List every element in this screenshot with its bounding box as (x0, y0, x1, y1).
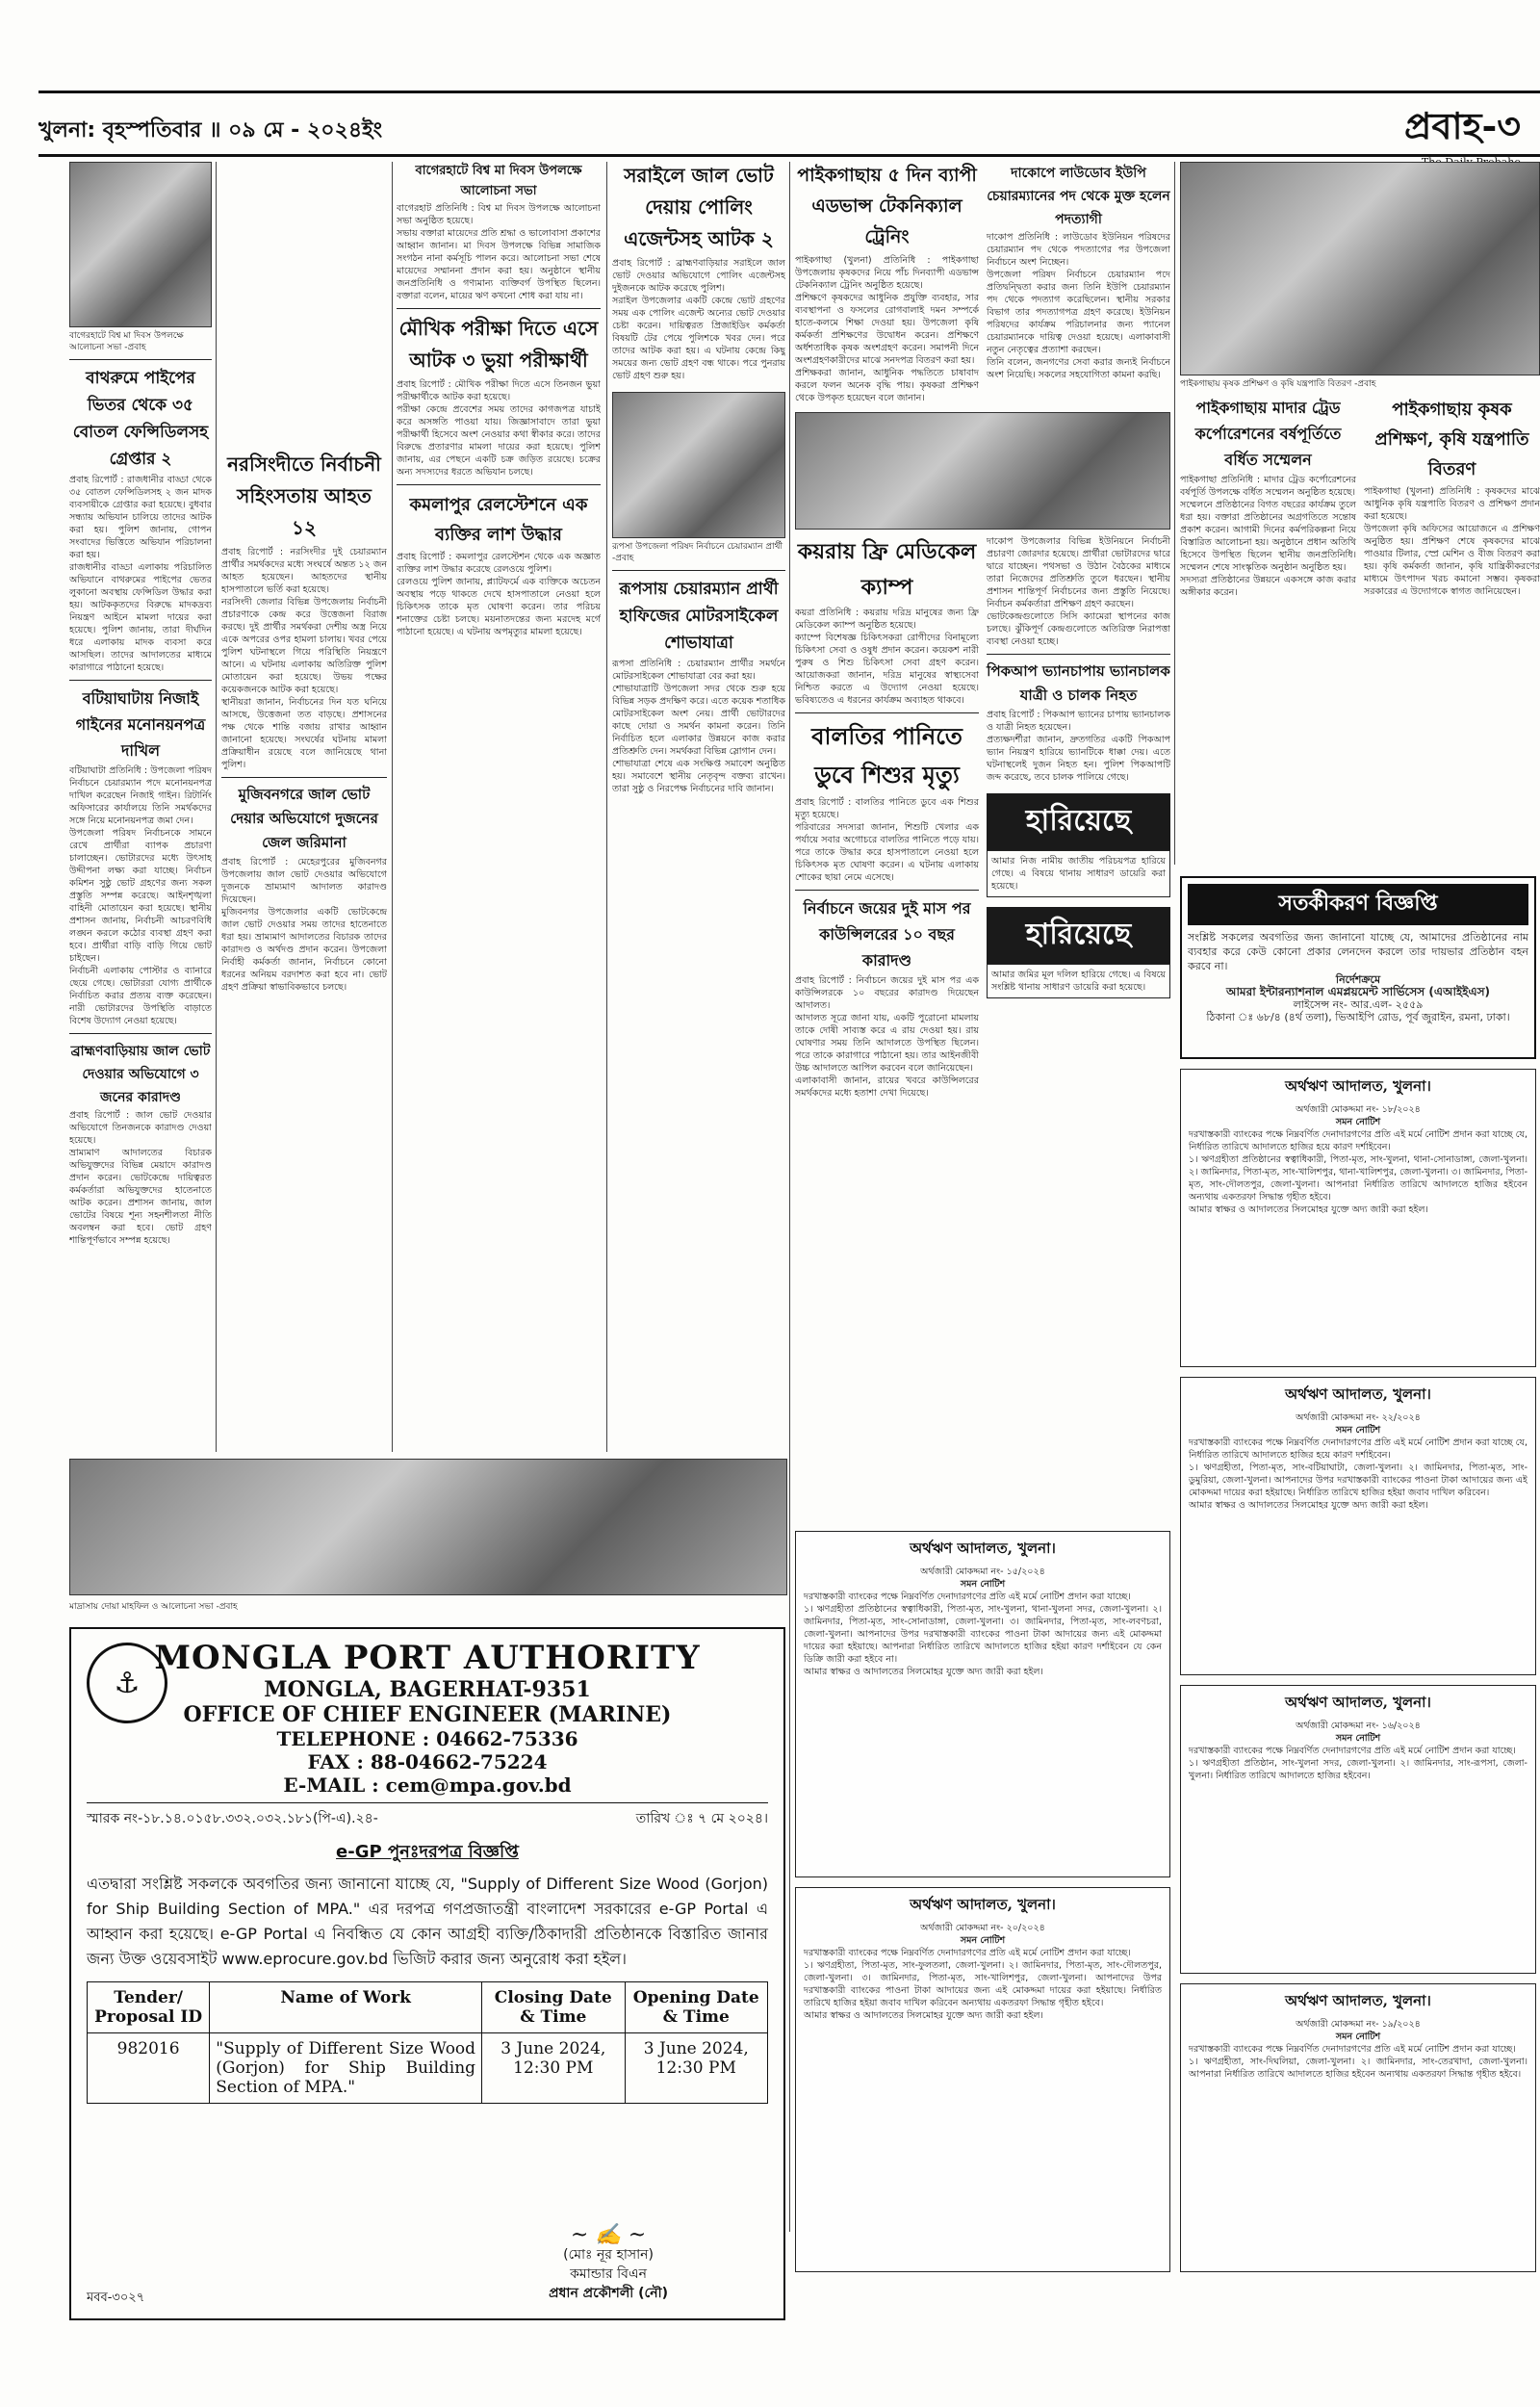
court-notice: অর্থঋণ আদালত, খুলনা। অর্থজারী মোকদ্দমা নং- ২২/২০২৪ সমন নোটিশ দরখাস্তকারী ব্যাংকের পক্ষে নিম্নবর্ণিত দেনাদারগণের প্রতি এই মর্মে নোটিশ প্রদান করা যাচ্ছে যে, নির্ধারিত তারিখে আদালতে হাজির হয়ে কারণ দর্শাইবেন। ১। ঋণগ্রহীতা, পিতা-মৃত, সাং-বটিয়াঘাটা, জেলা-খুলনা। ২। জামিনদার, পিতা-মৃত, সাং-ডুমুরিয়া, জেলা-খুলনা। আপনাদের উপর দরখাস্তকারী ব্যাংকের পাওনা টাকা আদায়ের জন্য এই মোকদ্দমা দায়ের করা হইয়াছে। নির্ধারিত তারিখে হাজির হইয়া জবাব দাখিল করিবেন। আমার স্বাক্ষর ও আদালতের সিলমোহর যুক্তে অদ্য জারী করা হইল। (1180, 1377, 1536, 1675)
headline: নরসিংদীতে নির্বাচনী সহিংসতায় আহত ১২ (227, 453, 381, 539)
mpa-notice-title: e-GP পুনঃদরপত্র বিজ্ঞপ্তি (336, 1842, 519, 1862)
ad-code: মবব-৩০২৭ (87, 2291, 145, 2305)
column-6: পাইকগাছায় কৃষক প্রশিক্ষণ ও কৃষি যন্ত্রপাতি বিতরণ -প্রবাহ পাইকগাছায় মাদার ট্রেড কর্পোরেশনের বর্ষপূর্তিতে বর্ধিত সম্মেলন পাইকগাছা প্রতিনিধি : মাদার ট্রেড কর্পোরেশনের বর্ষপূর্তি উপলক্ষে বর্ধিত সম্মেলন অনুষ্ঠিত হয়েছে। সম্মেলনে প্রতিষ্ঠানের বিগত বছরের কার্যক্রম তুলে ধরা হয়। বক্তারা প্রতিষ্ঠানের অগ্রগতিতে সন্তোষ প্রকাশ করেন। আগামী দিনের কর্মপরিকল্পনা নিয়ে বিস্তারিত আলোচনা হয়। অনুষ্ঠানে প্রধান অতিথি হিসেবে উপস্থিত ছিলেন স্থানীয় জনপ্রতিনিধি। সম্মেলন শেষে সাংস্কৃতিক অনুষ্ঠান অনুষ্ঠিত হয়। সদস্যরা প্রতিষ্ঠানের উন্নয়নে একসঙ্গে কাজ করার অঙ্গীকার করেন। পাইকগাছায় কৃষক প্রশিক্ষণ, কৃষি যন্ত্রপাতি বিতরণ পাইকগাছা (খুলনা) প্রতিনিধি : কৃষকদের মাঝে আধুনিক কৃষি যন্ত্রপাতি বিতরণ ও প্রশিক্ষণ প্রদান করা হয়েছে। উপজেলা কৃষি অফিসের আয়োজনে এ প্রশিক্ষণ অনুষ্ঠিত হয়। প্রশিক্ষণ শেষে কৃষকদের মাঝে পাওয়ার টিলার, স্প্রে মেশিন ও বীজ বিতরণ করা হয়। কৃষি কর্মকর্তা জানান, কৃষি যান্ত্রিকীকরণের মাধ্যমে উৎপাদন খরচ কমানো সম্ভব। কৃষকরা সরকারের এ উদ্যোগকে স্বাগত জানিয়েছেন। (1180, 162, 1540, 865)
date-line: খুলনা: বৃহস্পতিবার ॥ ০৯ মে - ২০২৪ইং (38, 118, 383, 142)
court-notice-label: সমন নোটিশ (1335, 1117, 1381, 1127)
headline: মুজিবনগরে জাল ভোট দেয়ার অভিযোগে দুজনের জেল জরিমানা (230, 786, 378, 851)
court-title: অর্থঋণ আদালত, খুলনা। (910, 1896, 1056, 1913)
headline: বাথরুমে পাইপের ভিতর থেকে ৩৫ বোতল ফেন্সিডিলসহ গ্রেপ্তার ২ (72, 369, 209, 469)
photo-caption: পাইকগাছায় কৃষক প্রশিক্ষণ ও কৃষি যন্ত্রপাতি বিতরণ -প্রবাহ (1180, 379, 1376, 389)
article-body: প্রবাহ রিপোর্ট : নির্বাচনে জয়ের দুই মাস পর এক কাউন্সিলরকে ১০ বছরের কারাদণ্ড দিয়েছেন আদালত। (795, 975, 979, 1011)
court-body: দরখাস্তকারী ব্যাংকের পক্ষে নিম্নবর্ণিত দেনাদারগণের প্রতি এই মর্মে নোটিশ প্রদান করা যাচ্ছে যে, নির্ধারিত তারিখে আদালতে হাজির হয়ে কারণ দর্শাইবেন। (1189, 1437, 1527, 1461)
court-notice: অর্থঋণ আদালত, খুলনা। অর্থজারী মোকদ্দমা নং- ১৬/২০২৪ সমন নোটিশ দরখাস্তকারী ব্যাংকের পক্ষে নিম্নবর্ণিত দেনাদারগণের প্রতি এই মর্মে নোটিশ প্রদান করা যাচ্ছে। ১। ঋণগ্রহীতা প্রতিষ্ঠান, সাং-খুলনা সদর, জেলা-খুলনা। ২। জামিনদার, সাং-রূপসা, জেলা-খুলনা। নির্ধারিত তারিখে আদালতে হাজির হইবেন। (1180, 1685, 1536, 1974)
article-body: কয়রা প্রতিনিধি : কয়রায় দরিদ্র মানুষের জন্য ফ্রি মেডিকেল ক্যাম্প অনুষ্ঠিত হয়েছে। (795, 608, 979, 631)
photo-meeting (69, 162, 212, 327)
headline: পাইকগাছায় ৫ দিন ব্যাপী এডভান্স টেকনিক্যাল ট্রেনিং (797, 165, 977, 247)
court-title: অর্থঋণ আদালত, খুলনা। (1285, 1694, 1431, 1711)
photo-caption: মাদ্রাসায় দোয়া মাহফিল ও আলোচনা সভা -প্রবাহ (69, 1602, 238, 1612)
headline: বাগেরহাটে বিশ্ব মা দিবস উপলক্ষে আলোচনা সভা (415, 164, 582, 198)
court-body: দরখাস্তকারী ব্যাংকের পক্ষে নিম্নবর্ণিত দেনাদারগণের প্রতি এই মর্মে নোটিশ প্রদান করা যাচ্ছে। (1189, 2044, 1516, 2055)
article-body: প্রবাহ রিপোর্ট : মৌখিক পরীক্ষা দিতে এসে তিনজন ভুয়া পরীক্ষার্থীকে আটক করা হয়েছে। (397, 379, 601, 402)
mpa-email: E-MAIL : cem@mpa.gov.bd (283, 1773, 572, 1797)
photo-gathering (69, 1459, 787, 1595)
court-case: অর্থজারী মোকদ্দমা নং- ১৫/২০২৪ (920, 1566, 1045, 1577)
column-2: নরসিংদীতে নির্বাচনী সহিংসতায় আহত ১২ প্রবাহ রিপোর্ট : নরসিংদীর দুই চেয়ারম্যান প্রার্থীর সমর্থকদের মধ্যে সংঘর্ষে অন্তত ১২ জন আহত হয়েছেন। আহতদের স্থানীয় হাসপাতালে ভর্তি করা হয়েছে। নরসিংদী জেলার বিভিন্ন উপজেলায় নির্বাচনী প্রচারণাকে কেন্দ্র করে উত্তেজনা বিরাজ করছে। দুই প্রার্থীর সমর্থকরা দেশীয় অস্ত্র নিয়ে একে অপরের ওপর হামলা চালায়। খবর পেয়ে পুলিশ ঘটনাস্থলে গিয়ে পরিস্থিতি নিয়ন্ত্রণে আনে। এ ঘটনায় এলাকায় অতিরিক্ত পুলিশ মোতায়েন করা হয়েছে। উভয় পক্ষের কয়েকজনকে আটক করা হয়েছে। স্থানীয়রা জানান, নির্বাচনের দিন যত ঘনিয়ে আসছে, উত্তেজনা তত বাড়ছে। প্রশাসনের পক্ষ থেকে শান্তি বজায় রাখার আহ্বান জানানো হয়েছে। সংঘর্ষের ঘটনায় মামলা প্রক্রিয়াধীন রয়েছে বলে জানিয়েছে থানা পুলিশ। মুজিবনগরে জাল ভোট দেয়ার অভিযোগে দুজনের জেল জরিমানা প্রবাহ রিপোর্ট : মেহেরপুরের মুজিবনগর উপজেলায় জাল ভোট দেওয়ার অভিযোগে দুজনকে ভ্রাম্যমাণ আদালত কারাদণ্ড দিয়েছেন। মুজিবনগর উপজেলার একটি ভোটকেন্দ্রে জাল ভোট দেওয়ার সময় তাদের হাতেনাতে ধরা হয়। ভ্রাম্যমাণ আদালতের বিচারক তাদের কারাদণ্ড ও অর্থদণ্ড প্রদান করেন। উপজেলা নির্বাহী কর্মকর্তা জানান, নির্বাচনে কোনো ধরনের অনিয়ম বরদাশত করা হবে না। ভোট গ্রহণ প্রক্রিয়া স্বাভাবিকভাবে চলছে। (221, 453, 387, 993)
headline: ব্রাহ্মণবাড়িয়ায় জাল ভোট দেওয়ার অভিযোগে ৩ জনের কারাদণ্ড (70, 1044, 211, 1105)
lost-notice-title: হারিয়েছে (987, 907, 1170, 964)
headline: বালতির পানিতে ডুবে শিশুর মৃত্যু (811, 722, 962, 789)
mpa-tender-ad (69, 1627, 785, 2320)
court-case: অর্থজারী মোকদ্দমা নং- ১৯/২০২৪ (1296, 2019, 1421, 2030)
warning-signature: নির্দেশক্রমে (1335, 973, 1381, 986)
headline: দাকোপে লাউডোব ইউপি চেয়ারম্যানের পদ থেকে মুক্ত হলেন পদত্যাগী (987, 166, 1170, 227)
court-notice: অর্থঋণ আদালত, খুলনা। অর্থজারী মোকদ্দমা নং- ১৫/২০২৪ সমন নোটিশ দরখাস্তকারী ব্যাংকের পক্ষে নিম্নবর্ণিত দেনাদারগণের প্রতি এই মর্মে নোটিশ প্রদান করা যাচ্ছে। ১। ঋণগ্রহীতা প্রতিষ্ঠানের স্বত্বাধিকারী, পিতা-মৃত, সাং-খুলনা, থানা-খুলনা সদর, জেলা-খুলনা। ২। জামিনদার, পিতা-মৃত, সাং-সোনাডাঙ্গা, জেলা-খুলনা। ৩। জামিনদার, পিতা-মৃত, সাং-লবণচরা, জেলা-খুলনা। আপনাদের উপর দরখাস্তকারী ব্যাংকের পাওনা টাকা আদায়ের জন্য এই মোকদ্দমা দায়ের করা হইয়াছে। আপনারা নির্ধারিত তারিখে আদালতে হাজির হইয়া কারণ দর্শাইবেন যে কেন ডিক্রি জারী করা হইবে না। আমার স্বাক্ষর ও আদালতের সিলমোহর যুক্তে অদ্য জারী করা হইল। (795, 1531, 1170, 1877)
headline: রূপসায় চেয়ারম্যান প্রার্থী হাফিজের মোটরসাইকেল শোভাযাত্রা (619, 580, 779, 653)
court-notice: অর্থঋণ আদালত, খুলনা। অর্থজারী মোকদ্দমা নং- ২০/২০২৪ সমন নোটিশ দরখাস্তকারী ব্যাংকের পক্ষে নিম্নবর্ণিত দেনাদারগণের প্রতি এই মর্মে নোটিশ প্রদান করা যাচ্ছে। ১। ঋণগ্রহীতা, পিতা-মৃত, সাং-ফুলতলা, জেলা-খুলনা। ২। জামিনদার, পিতা-মৃত, সাং-দৌলতপুর, জেলা-খুলনা। ৩। জামিনদার, পিতা-মৃত, সাং-খালিশপুর, জেলা-খুলনা। আপনাদের উপর দরখাস্তকারী ব্যাংকের পাওনা টাকা আদায়ের জন্য এই মোকদ্দমা দায়ের করা হইয়াছে। নির্ধারিত তারিখে হাজির হইয়া জবাব দাখিল করিবেন অন্যথায় একতরফা সিদ্ধান্ত গৃহীত হইবে। আমার স্বাক্ষর ও আদালতের সিলমোহর যুক্তে অদ্য জারী করা হইল। (795, 1887, 1170, 2272)
article-body: পাইকগাছা (খুলনা) প্রতিনিধি : পাইকগাছা উপজেলায় কৃষকদের নিয়ে পাঁচ দিনব্যাপী এডভান্স টেকনিক্যাল ট্রেনিং অনুষ্ঠিত হয়েছে। (795, 255, 979, 291)
lost-notice-title: হারিয়েছে (987, 793, 1170, 850)
article-body: প্রবাহ রিপোর্ট : কমলাপুর রেলস্টেশন থেকে এক অজ্ঞাত ব্যক্তির লাশ উদ্ধার করেছে রেলওয়ে পুলিশ। (397, 552, 601, 575)
court-case: অর্থজারী মোকদ্দমা নং- ২২/২০২৪ (1296, 1412, 1421, 1423)
table-header: Tender/ Proposal ID (88, 1982, 210, 2033)
headline: কয়রায় ফ্রি মেডিকেল ক্যাম্প (797, 539, 977, 600)
mpa-telephone: TELEPHONE : 04662-75336 (276, 1727, 578, 1750)
court-title: অর্থঋণ আদালত, খুলনা। (1285, 1077, 1431, 1095)
photo-rally (612, 392, 785, 538)
masthead (38, 92, 1540, 150)
mpa-office: OFFICE OF CHIEF ENGINEER (MARINE) (183, 1702, 672, 1727)
mpa-city: MONGLA, BAGERHAT-9351 (264, 1677, 591, 1702)
court-notice-label: সমন নোটিশ (1335, 2032, 1381, 2042)
photo-caption: বাগেরহাটে বিশ্ব মা দিবস উপলক্ষে আলোচনা সভা -প্রবাহ (69, 331, 184, 352)
court-case: অর্থজারী মোকদ্দমা নং- ১৬/২০২৪ (1296, 1721, 1421, 1731)
court-body: দরখাস্তকারী ব্যাংকের পক্ষে নিম্নবর্ণিত দেনাদারগণের প্রতি এই মর্মে নোটিশ প্রদান করা যাচ্ছে যে, নির্ধারিত তারিখে আদালতে হাজির হয়ে কারণ দর্শাইবেন। (1189, 1129, 1527, 1152)
work-name: "Supply of Different Size Wood (Gorjon) for Ship Building Section of MPA." (210, 2033, 482, 2104)
warning-org: আমরা ইন্টারন্যাশনাল এমপ্লয়মেন্ট সার্ভিসেস (এআইইএস) (1225, 985, 1491, 998)
warning-title: সতর্কীকরণ বিজ্ঞপ্তি (1188, 884, 1528, 925)
column-3: বাগেরহাটে বিশ্ব মা দিবস উপলক্ষে আলোচনা সভা বাগেরহাট প্রতিনিধি : বিশ্ব মা দিবস উপলক্ষে আলোচনা সভা অনুষ্ঠিত হয়েছে। সভায় বক্তারা মায়েদের প্রতি শ্রদ্ধা ও ভালোবাসা প্রকাশের আহ্বান জানান। মা দিবস উপলক্ষে বিভিন্ন সামাজিক সংগঠন নানা কর্মসূচি পালন করে। আলোচনা সভা শেষে মায়েদের সম্মাননা প্রদান করা হয়। অনুষ্ঠানে স্থানীয় জনপ্রতিনিধি ও গণ্যমান্য ব্যক্তিবর্গ উপস্থিত ছিলেন। বক্তারা বলেন, মায়ের ঋণ কখনো শোধ করা যায় না। মৌখিক পরীক্ষা দিতে এসে আটক ৩ ভুয়া পরীক্ষার্থী প্রবাহ রিপোর্ট : মৌখিক পরীক্ষা দিতে এসে তিনজন ভুয়া পরীক্ষার্থীকে আটক করা হয়েছে। পরীক্ষা কেন্দ্রে প্রবেশের সময় তাদের কাগজপত্র যাচাই করে অসঙ্গতি পাওয়া যায়। জিজ্ঞাসাবাদে তারা ভুয়া পরীক্ষার্থী হিসেবে অংশ নেওয়ার কথা স্বীকার করে। তাদের বিরুদ্ধে প্রতারণার মামলা দায়ের করা হয়েছে। পুলিশ জানায়, এর পেছনে একটি চক্র জড়িত রয়েছে। চক্রের অন্য সদস্যদের ধরতে অভিযান চলছে। কমলাপুর রেলস্টেশনে এক ব্যক্তির লাশ উদ্ধার প্রবাহ রিপোর্ট : কমলাপুর রেলস্টেশন থেকে এক অজ্ঞাত ব্যক্তির লাশ উদ্ধার করেছে রেলওয়ে পুলিশ। রেলওয়ে পুলিশ জানায়, প্ল্যাটফর্মে এক ব্যক্তিকে অচেতন অবস্থায় পড়ে থাকতে দেখে হাসপাতালে নেওয়া হলে চিকিৎসক তাকে মৃত ঘোষণা করেন। তার পরিচয় শনাক্তের চেষ্টা চলছে। ময়নাতদন্তের জন্য মরদেহ মর্গে পাঠানো হয়েছে। এ ঘটনায় অপমৃত্যুর মামলা হয়েছে। (397, 164, 601, 637)
signer-title: কমান্ডার বিএন (570, 2266, 647, 2282)
headline: পাইকগাছায় কৃষক প্রশিক্ষণ, কৃষি যন্ত্রপাতি বিতরণ (1374, 400, 1529, 479)
court-notice-label: সমন নোটিশ (960, 1935, 1006, 1946)
court-case: অর্থজারী মোকদ্দমা নং- ২০/২০২৪ (920, 1923, 1045, 1933)
article-body: প্রবাহ রিপোর্ট : বালতির পানিতে ডুবে এক শিশুর মৃত্যু হয়েছে। (795, 797, 979, 820)
mpa-memo: স্মারক নং-১৮.১৪.০১৫৮.৩৩২.০৩২.১৮১(পি-এ).২৪- (87, 1811, 378, 1826)
opening-date: 3 June 2024, 12:30 PM (625, 2033, 767, 2104)
table-row (88, 2033, 768, 2104)
lost-notice-body: আমার নিজ নামীয় জাতীয় পরিচয়পত্র হারিয়ে গেছে। এ বিষয়ে থানায় সাধারণ ডায়েরি করা হয়েছে। (987, 850, 1170, 897)
warning-notice (1180, 876, 1536, 1059)
article-body: পাইকগাছা প্রতিনিধি : মাদার ট্রেড কর্পোরেশনের বর্ষপূর্তি উপলক্ষে বর্ধিত সম্মেলন অনুষ্ঠিত হয়েছে। (1180, 475, 1356, 498)
warning-address: ঠিকানা ঃ ৬৮/৪ (৪র্থ তলা), ভিআইপি রোড, পূর্ব জুরাইন, রমনা, ঢাকা। (1206, 1011, 1510, 1023)
photo-caption: রূপসা উপজেলা পরিষদ নির্বাচনে চেয়ারম্যান প্রার্থী -প্রবাহ (612, 542, 783, 563)
headline: পাইকগাছায় মাদার ট্রেড কর্পোরেশনের বর্ষপূর্তিতে বর্ধিত সম্মেলন (1194, 399, 1342, 469)
signature-scribble: ~ ✍ ~ (570, 2223, 647, 2247)
article-body: প্রবাহ রিপোর্ট : মেহেরপুরের মুজিবনগর উপজেলায় জাল ভোট দেওয়ার অভিযোগে দুজনকে ভ্রাম্যমাণ আদালত কারাদণ্ড দিয়েছেন। (221, 857, 387, 905)
photo-doctors (795, 412, 1170, 530)
court-title: অর্থঋণ আদালত, খুলনা। (1285, 1992, 1431, 2009)
headline: নির্বাচনে জয়ের দুই মাস পর কাউন্সিলরের ১০ বছর কারাদণ্ড (803, 899, 971, 970)
mpa-tender-table (87, 1981, 768, 2104)
closing-date: 3 June 2024, 12:30 PM (482, 2033, 625, 2104)
headline: বটিয়াঘাটায় নিজাই গাইনের মনোনয়নপত্র দাখিল (75, 689, 206, 760)
court-case: অর্থজারী মোকদ্দমা নং- ১৮/২০২৪ (1296, 1104, 1421, 1115)
warning-license: লাইসেন্স নং- আর.এল- ২৫৫৯ (1293, 998, 1424, 1011)
column-1: বাগেরহাটে বিশ্ব মা দিবস উপলক্ষে আলোচনা সভা -প্রবাহ বাথরুমে পাইপের ভিতর থেকে ৩৫ বোতল ফেন্সিডিলসহ গ্রেপ্তার ২ প্রবাহ রিপোর্ট : রাজধানীর বাড্ডা থেকে ৩৫ বোতল ফেন্সিডিলসহ ২ জন মাদক ব্যবসায়ীকে গ্রেপ্তার করা হয়েছে। বুধবার সন্ধ্যায় অভিযান চালিয়ে তাদের আটক করা হয়। পুলিশ জানায়, গোপন সংবাদের ভিত্তিতে অভিযান পরিচালনা করা হয়। রাজধানীর বাড্ডা এলাকায় পরিচালিত অভিযানে বাথরুমের পাইপের ভেতর লুকানো অবস্থায় ফেন্সিডিল উদ্ধার করা হয়। আটককৃতদের বিরুদ্ধে মাদকদ্রব্য নিয়ন্ত্রণ আইনে মামলা দায়ের করা হয়েছে। পুলিশ জানায়, তারা দীর্ঘদিন ধরে এলাকায় মাদক ব্যবসা করে আসছিল। তাদের আদালতের মাধ্যমে কারাগারে পাঠানো হয়েছে। বটিয়াঘাটায় নিজাই গাইনের মনোনয়নপত্র দাখিল বটিয়াঘাটা প্রতিনিধি : উপজেলা পরিষদ নির্বাচনে চেয়ারম্যান পদে মনোনয়নপত্র দাখিল করেছেন নিজাই গাইন। রিটার্নিং অফিসারের কার্যালয়ে তিনি সমর্থকদের সঙ্গে নিয়ে মনোনয়নপত্র জমা দেন। উপজেলা পরিষদ নির্বাচনকে সামনে রেখে প্রার্থীরা ব্যাপক প্রচারণা চালাচ্ছেন। ভোটারদের মধ্যে উৎসাহ উদ্দীপনা লক্ষ্য করা যাচ্ছে। নির্বাচন কমিশন সুষ্ঠু ভোট গ্রহণের জন্য সকল প্রস্তুতি সম্পন্ন করেছে। আইনশৃঙ্খলা বাহিনী মোতায়েন করা হয়েছে। স্থানীয় প্রশাসন জানায়, নির্বাচনী আচরণবিধি লঙ্ঘন করলে কঠোর ব্যবস্থা গ্রহণ করা হবে। প্রার্থীরা বাড়ি বাড়ি গিয়ে ভোট চাইছেন। নির্বাচনী এলাকায় পোস্টার ও ব্যানারে ছেয়ে গেছে। ভোটাররা যোগ্য প্রার্থীকে নির্বাচিত করার প্রত্যয় ব্যক্ত করেছেন। নারী ভোটারদের উপস্থিতি বাড়াতে বিশেষ উদ্যোগ নেওয়া হয়েছে। ব্রাহ্মণবাড়িয়ায় জাল ভোট দেওয়ার অভিযোগে ৩ জনের কারাদণ্ড প্রবাহ রিপোর্ট : জাল ভোট দেওয়ার অভিযোগে তিনজনকে কারাদণ্ড দেওয়া হয়েছে। ভ্রাম্যমাণ আদালতের বিচারক অভিযুক্তদের বিভিন্ন মেয়াদে কারাদণ্ড প্রদান করেন। ভোটকেন্দ্রে দায়িত্বরত কর্মকর্তারা অভিযুক্তদের হাতেনাতে আটক করেন। প্রশাসন জানায়, জাল ভোটের বিষয়ে শূন্য সহনশীলতা নীতি অবলম্বন করা হবে। ভোট গ্রহণ শান্তিপূর্ণভাবে সম্পন্ন হয়েছে। (69, 162, 212, 1452)
article-body: দাকোপ প্রতিনিধি : লাউডোব ইউনিয়ন পরিষদের চেয়ারম্যান পদ থেকে পদত্যাগের পর উপজেলা নির্বাচনে অংশ নিচ্ছেন। (987, 232, 1170, 268)
mpa-fax: FAX : 88-04662-75224 (307, 1750, 548, 1773)
mpa-name: MONGLA PORT AUTHORITY (154, 1639, 701, 1677)
article-body: প্রবাহ রিপোর্ট : পিকআপ ভ্যানের চাপায় ভ্যানচালক ও যাত্রী নিহত হয়েছেন। (987, 710, 1170, 733)
article-body: বটিয়াঘাটা প্রতিনিধি : উপজেলা পরিষদ নির্বাচনে চেয়ারম্যান পদে মনোনয়নপত্র দাখিল করেছেন নিজাই গাইন। রিটার্নিং অফিসারের কার্যালয়ে তিনি সমর্থকদের সঙ্গে নিয়ে মনোনয়নপত্র জমা দেন। (69, 765, 212, 826)
table-header: Closing Date & Time (482, 1982, 625, 2033)
court-title: অর্থঋণ আদালত, খুলনা। (910, 1540, 1056, 1557)
court-body: দরখাস্তকারী ব্যাংকের পক্ষে নিম্নবর্ণিত দেনাদারগণের প্রতি এই মর্মে নোটিশ প্রদান করা যাচ্ছে। (1189, 1746, 1516, 1756)
article-body: প্রবাহ রিপোর্ট : ব্রাহ্মণবাড়িয়ার সরাইলে জাল ভোট দেওয়ার অভিযোগে পোলিং এজেন্টসহ দুইজনকে আটক করেছে পুলিশ। (612, 258, 785, 294)
article-body: পাইকগাছা (খুলনা) প্রতিনিধি : কৃষকদের মাঝে আধুনিক কৃষি যন্ত্রপাতি বিতরণ ও প্রশিক্ষণ প্রদান করা হয়েছে। (1364, 486, 1540, 522)
signer-name: (মোঃ নূর হাসান) (563, 2247, 654, 2263)
court-body: দরখাস্তকারী ব্যাংকের পক্ষে নিম্নবর্ণিত দেনাদারগণের প্রতি এই মর্মে নোটিশ প্রদান করা যাচ্ছে। (804, 1592, 1131, 1602)
lost-notice-body: আমার জমির মূল দলিল হারিয়ে গেছে। এ বিষয়ে সংশ্লিষ্ট থানায় সাধারণ ডায়েরি করা হয়েছে। (987, 964, 1170, 998)
headline: কমলাপুর রেলস্টেশনে এক ব্যক্তির লাশ উদ্ধার (409, 495, 588, 545)
article-body: প্রবাহ রিপোর্ট : নরসিংদীর দুই চেয়ারম্যান প্রার্থীর সমর্থকদের মধ্যে সংঘর্ষে অন্তত ১২ জন আহত হয়েছেন। আহতদের স্থানীয় হাসপাতালে ভর্তি করা হয়েছে। (221, 547, 387, 595)
headline: মৌখিক পরীক্ষা দিতে এসে আটক ৩ ভুয়া পরীক্ষার্থী (398, 317, 599, 372)
mpa-notice-body: এতদ্বারা সংশ্লিষ্ট সকলকে অবগতির জন্য জানানো যাচ্ছে যে, "Supply of Different Size Wood (Gorjon) for Ship Building Section of MPA." এর দরপত্র গণপ্রজাতন্ত্রী বাংলাদেশ সরকারের e-GP Portal এ আহ্বান করা হয়েছে। e-GP Portal এ নিবন্ধিত যে কোন আগ্রহী ব্যক্তি/ঠিকাদারী প্রতিষ্ঠানকে বিস্তারিত জানার জন্য উক্ত ওয়েবসাইট www.eprocure.gov.bd ভিজিট করার জন্য অনুরোধ করা হইল। (87, 1875, 768, 1968)
signer-dept: প্রধান প্রকৌশলী (নৌ) (549, 2286, 668, 2301)
tender-id: 982016 (88, 2033, 210, 2104)
article-body: রূপসা প্রতিনিধি : চেয়ারম্যান প্রার্থীর সমর্থনে মোটরসাইকেল শোভাযাত্রা বের করা হয়। (612, 659, 785, 682)
court-title: অর্থঋণ আদালত, খুলনা। (1285, 1385, 1431, 1403)
warning-body: সংশ্লিষ্ট সকলের অবগতির জন্য জানানো যাচ্ছে যে, আমাদের প্রতিষ্ঠানের নাম ব্যবহার করে কেউ কোনো প্রকার লেনদেন করলে তার দায়ভার প্রতিষ্ঠান বহন করবে না। (1188, 931, 1528, 972)
article-body: প্রবাহ রিপোর্ট : জাল ভোট দেওয়ার অভিযোগে তিনজনকে কারাদণ্ড দেওয়া হয়েছে। (69, 1110, 212, 1146)
court-notice: অর্থঋণ আদালত, খুলনা। অর্থজারী মোকদ্দমা নং- ১৯/২০২৪ সমন নোটিশ দরখাস্তকারী ব্যাংকের পক্ষে নিম্নবর্ণিত দেনাদারগণের প্রতি এই মর্মে নোটিশ প্রদান করা যাচ্ছে। ১। ঋণগ্রহীতা, সাং-দিঘলিয়া, জেলা-খুলনা। ২। জামিনদার, সাং-তেরখাদা, জেলা-খুলনা। আপনারা নির্ধারিত তারিখে আদালতে হাজির হইবেন অন্যথায় একতরফা সিদ্ধান্ত গৃহীত হইবে। (1180, 1983, 1536, 2272)
court-notice-label: সমন নোটিশ (960, 1579, 1006, 1590)
column-4: সরাইলে জাল ভোট দেয়ায় পোলিং এজেন্টসহ আটক ২ প্রবাহ রিপোর্ট : ব্রাহ্মণবাড়িয়ার সরাইলে জাল ভোট দেওয়ার অভিযোগে পোলিং এজেন্টসহ দুইজনকে আটক করেছে পুলিশ। সরাইল উপজেলার একটি কেন্দ্রে ভোট গ্রহণের সময় এক পোলিং এজেন্ট অন্যের ভোট দেওয়ার চেষ্টা করেন। দায়িত্বরত প্রিজাইডিং কর্মকর্তা বিষয়টি টের পেয়ে পুলিশকে খবর দেন। পরে তাদের আটক করা হয়। এ ঘটনায় কেন্দ্রে কিছু সময়ের জন্য ভোট গ্রহণ বন্ধ থাকে। পরে পুনরায় ভোট গ্রহণ শুরু হয়। রূপসা উপজেলা পরিষদ নির্বাচনে চেয়ারম্যান প্রার্থী -প্রবাহ রূপসায় চেয়ারম্যান প্রার্থী হাফিজের মোটরসাইকেল শোভাযাত্রা রূপসা প্রতিনিধি : চেয়ারম্যান প্রার্থীর সমর্থনে মোটরসাইকেল শোভাযাত্রা বের করা হয়। শোভাযাত্রাটি উপজেলা সদর থেকে শুরু হয়ে বিভিন্ন সড়ক প্রদক্ষিণ করে। এতে কয়েক শতাধিক মোটরসাইকেল অংশ নেয়। প্রার্থী ভোটারদের কাছে দোয়া ও সমর্থন কামনা করেন। তিনি নির্বাচিত হলে এলাকার উন্নয়নে কাজ করার প্রতিশ্রুতি দেন। সমর্থকরা বিভিন্ন স্লোগান দেন। শোভাযাত্রা শেষে এক সংক্ষিপ্ত সমাবেশ অনুষ্ঠিত হয়। সমাবেশে স্থানীয় নেতৃবৃন্দ বক্তব্য রাখেন। তারা সুষ্ঠু ও নিরপেক্ষ নির্বাচনের দাবি জানান। (612, 164, 785, 794)
headline: পিকআপ ভ্যানচাপায় ভ্যানচালক যাত্রী ও চালক নিহত (987, 662, 1170, 704)
article-body: বাগেরহাট প্রতিনিধি : বিশ্ব মা দিবস উপলক্ষে আলোচনা সভা অনুষ্ঠিত হয়েছে। (397, 203, 601, 226)
court-body: দরখাস্তকারী ব্যাংকের পক্ষে নিম্নবর্ণিত দেনাদারগণের প্রতি এই মর্মে নোটিশ প্রদান করা যাচ্ছে। (804, 1948, 1131, 1958)
photo-farmers (1180, 162, 1540, 375)
table-header: Opening Date & Time (625, 1982, 767, 2033)
court-notice: অর্থঋণ আদালত, খুলনা। অর্থজারী মোকদ্দমা নং- ১৮/২০২৪ সমন নোটিশ দরখাস্তকারী ব্যাংকের পক্ষে নিম্নবর্ণিত দেনাদারগণের প্রতি এই মর্মে নোটিশ প্রদান করা যাচ্ছে যে, নির্ধারিত তারিখে আদালতে হাজির হয়ে কারণ দর্শাইবেন। ১। ঋণগ্রহীতা প্রতিষ্ঠানের স্বত্বাধিকারী, পিতা-মৃত, সাং-খুলনা, থানা-সোনাডাঙ্গা, জেলা-খুলনা। ২। জামিনদার, পিতা-মৃত, সাং-খালিশপুর, থানা-খালিশপুর, জেলা-খুলনা। ৩। জামিনদার, পিতা-মৃত, সাং-দৌলতপুর, জেলা-খুলনা। আপনারা নির্ধারিত তারিখে আদালতে হাজির হইবেন অন্যথায় একতরফা সিদ্ধান্ত গৃহীত হইবে। আমার স্বাক্ষর ও আদালতের সিলমোহর যুক্তে অদ্য জারী করা হইল। (1180, 1069, 1536, 1367)
court-notice-label: সমন নোটিশ (1335, 1733, 1381, 1744)
headline: সরাইলে জাল ভোট দেয়ায় পোলিং এজেন্টসহ আটক ২ (624, 164, 774, 250)
mpa-signature-block (549, 2223, 668, 2303)
table-header: Name of Work (210, 1982, 482, 2033)
mpa-anchor-icon: ⚓ (87, 1643, 167, 1723)
court-notice-label: সমন নোটিশ (1335, 1425, 1381, 1436)
mpa-date: তারিখ ঃ ৭ মে ২০২৪। (635, 1811, 768, 1826)
newspaper-logo (1404, 98, 1521, 168)
article-body: প্রবাহ রিপোর্ট : রাজধানীর বাড্ডা থেকে ৩৫ বোতল ফেন্সিডিলসহ ২ জন মাদক ব্যবসায়ীকে গ্রেপ্তার করা হয়েছে। বুধবার সন্ধ্যায় অভিযান চালিয়ে তাদের আটক করা হয়। পুলিশ জানায়, গোপন সংবাদের ভিত্তিতে অভিযান পরিচালনা করা হয়। (69, 475, 212, 560)
column-5: পাইকগাছায় ৫ দিন ব্যাপী এডভান্স টেকনিক্যাল ট্রেনিং পাইকগাছা (খুলনা) প্রতিনিধি : পাইকগাছা উপজেলায় কৃষকদের নিয়ে পাঁচ দিনব্যাপী এডভান্স টেকনিক্যাল ট্রেনিং অনুষ্ঠিত হয়েছে। প্রশিক্ষণে কৃষকদের আধুনিক প্রযুক্তি ব্যবহার, সার ব্যবস্থাপনা ও ফসলের রোগবালাই দমন সম্পর্কে হাতে-কলমে শিক্ষা দেওয়া হয়। উপজেলা কৃষি কর্মকর্তা প্রশিক্ষণের উদ্বোধন করেন। প্রশিক্ষণে অর্ধশতাধিক কৃষক অংশগ্রহণ করেন। সমাপনী দিনে অংশগ্রহণকারীদের মাঝে সনদপত্র বিতরণ করা হয়। প্রশিক্ষকরা জানান, আধুনিক পদ্ধতিতে চাষাবাদ করলে ফলন অনেক বৃদ্ধি পায়। কৃষকরা প্রশিক্ষণ থেকে উপকৃত হয়েছেন বলে জানান। দাকোপে লাউডোব ইউপি চেয়ারম্যানের পদ থেকে মুক্ত হলেন পদত্যাগী দাকোপ প্রতিনিধি : লাউডোব ইউনিয়ন পরিষদের চেয়ারম্যান পদ থেকে পদত্যাগের পর উপজেলা নির্বাচনে অংশ নিচ্ছেন। উপজেলা পরিষদ নির্বাচনে চেয়ারম্যান পদে প্রতিদ্বন্দ্বিতা করার জন্য তিনি ইউপি চেয়ারম্যান পদ থেকে পদত্যাগ করেছিলেন। স্থানীয় সরকার বিভাগ তার পদত্যাগপত্র গ্রহণ করেছে। ইউনিয়ন পরিষদের কার্যক্রম পরিচালনার জন্য প্যানেল চেয়ারম্যানকে দায়িত্ব দেওয়া হয়েছে। এলাকাবাসী নতুন নেতৃত্বের প্রত্যাশা করছেন। তিনি বলেন, জনগণের সেবা করার জন্যই নির্বাচনে অংশ নিয়েছি। সকলের সহযোগিতা কামনা করছি। কয়রায় ফ্রি মেডিকেল ক্যাম্প কয়রা প্রতিনিধি : কয়রায় দরিদ্র মানুষের জন্য ফ্রি মেডিকেল ক্যাম্প অনুষ্ঠিত হয়েছে। ক্যাম্পে বিশেষজ্ঞ চিকিৎসকরা রোগীদের বিনামূল্যে চিকিৎসা সেবা ও ওষুধ প্রদান করেন। কয়েকশ নারী পুরুষ ও শিশু চিকিৎসা সেবা গ্রহণ করেন। আয়োজকরা জানান, দরিদ্র মানুষের স্বাস্থ্যসেবা নিশ্চিত করতে এ উদ্যোগ নেওয়া হয়েছে। ভবিষ্যতেও এ ধরনের কার্যক্রম অব্যাহত থাকবে। বালতির পানিতে ডুবে শিশুর মৃত্যু প্রবাহ রিপোর্ট : বালতির পানিতে ডুবে এক শিশুর মৃত্যু হয়েছে। পরিবারের সদস্যরা জানান, শিশুটি খেলার এক পর্যায়ে সবার অগোচরে বালতির পানিতে পড়ে যায়। পরে তাকে উদ্ধার করে হাসপাতালে নেওয়া হলে চিকিৎসক মৃত ঘোষণা করেন। এ ঘটনায় এলাকায় শোকের ছায়া নেমে এসেছে। নির্বাচনে জয়ের দুই মাস পর কাউন্সিলরের ১০ বছর কারাদণ্ড প্রবাহ রিপোর্ট : নির্বাচনে জয়ের দুই মাস পর এক কাউন্সিলরকে ১০ বছরের কারাদণ্ড দিয়েছেন আদালত। আদালত সূত্রে জানা যায়, একটি পুরোনো মামলায় তাকে দোষী সাব্যস্ত করে এ রায় দেওয়া হয়। রায় ঘোষণার সময় তিনি আদালতে উপস্থিত ছিলেন। পরে তাকে কারাগারে পাঠানো হয়। তার আইনজীবী উচ্চ আদালতে আপিল করবেন বলে জানিয়েছেন। এলাকাবাসী জানান, রায়ের খবরে কাউন্সিলরের সমর্থকদের মধ্যে হতাশা দেখা দিয়েছে। দাকোপ উপজেলার বিভিন্ন ইউনিয়নে নির্বাচনী প্রচারণা জোরদার হয়েছে। প্রার্থীরা ভোটারদের দ্বারে দ্বারে যাচ্ছেন। পথসভা ও উঠান বৈঠকের মাধ্যমে তারা নিজেদের প্রতিশ্রুতি তুলে ধরছেন। স্থানীয় প্রশাসন শান্তিপূর্ণ নির্বাচনের জন্য প্রস্তুতি নিয়েছে। নির্বাচন কর্মকর্তারা প্রশিক্ষণ গ্রহণ করছেন। ভোটকেন্দ্রগুলোতে সিসি ক্যামেরা স্থাপনের কাজ চলছে। ঝুঁকিপূর্ণ কেন্দ্রগুলোতে অতিরিক্ত নিরাপত্তা ব্যবস্থা নেওয়া হচ্ছে। পিকআপ ভ্যানচাপায় ভ্যানচালক যাত্রী ও চালক নিহত প্রবাহ রিপোর্ট : পিকআপ ভ্যানের চাপায় ভ্যানচালক ও যাত্রী নিহত হয়েছেন। প্রত্যক্ষদর্শীরা জানান, দ্রুতগতির একটি পিকআপ ভ্যান নিয়ন্ত্রণ হারিয়ে ভ্যানটিকে ধাক্কা দেয়। এতে ঘটনাস্থলেই দুজন নিহত হন। পুলিশ পিকআপটি জব্দ করেছে, তবে চালক পালিয়ে গেছে। হারিয়েছে আমার নিজ নামীয় জাতীয় পরিচয়পত্র হারিয়ে গেছে। এ বিষয়ে থানায় সাধারণ ডায়েরি করা হয়েছে। হারিয়েছে আমার জমির মূল দলিল হারিয়ে গেছে। এ বিষয়ে সংশ্লিষ্ট থানায় সাধারণ ডায়েরি করা হয়েছে। (795, 162, 1170, 2232)
logo-text: প্রবাহ-৩ (1404, 104, 1521, 147)
